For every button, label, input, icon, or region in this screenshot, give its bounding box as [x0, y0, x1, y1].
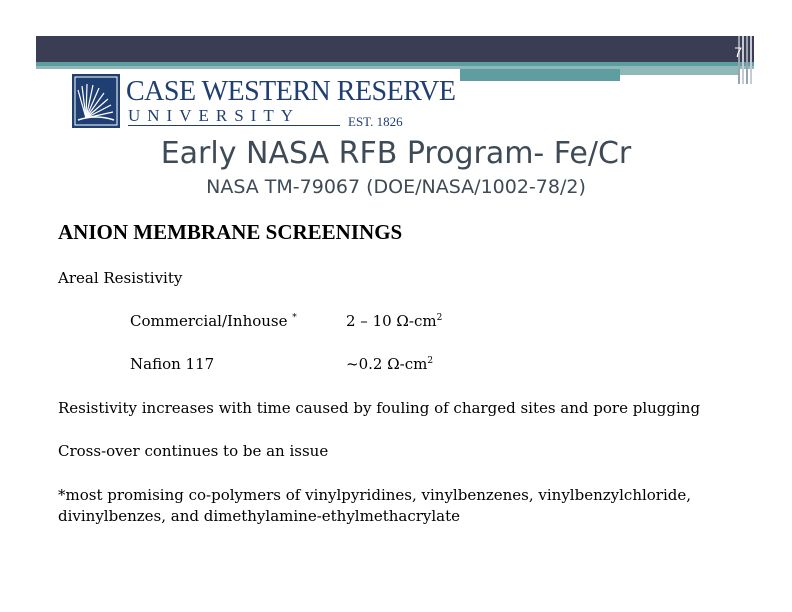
logo-established: EST. 1826 — [348, 114, 403, 129]
fouling-statement: Resistivity increases with time caused by fouling of charged sites and pore plugging — [58, 399, 701, 417]
logo-rule — [128, 125, 340, 126]
logo-wordmark-line2: UNIVERSITY — [128, 106, 300, 125]
asterisk-marker: * — [292, 313, 297, 323]
logo-wordmark-line1: CASE WESTERN RESERVE — [126, 76, 456, 107]
row-commercial-value: 2 – 10 $\Omega-cm^2$ — [346, 312, 443, 330]
crossover-statement: Cross-over continues to be an issue — [58, 442, 329, 460]
areal-resistivity-label: Areal Resistivity — [58, 269, 183, 287]
university-seal-icon — [72, 74, 120, 128]
header-accent-stub-light — [620, 69, 738, 75]
header-accent-stub — [460, 69, 620, 81]
header-band — [36, 36, 754, 62]
university-logo — [72, 74, 456, 132]
footnote-line2: divinylbenzes, and dimethylamine-ethylmethacrylate — [58, 507, 461, 525]
slide-title: Early NASA RFB Program- Fe/Cr — [160, 136, 632, 171]
row-nafion-label: Nafion 117 — [130, 355, 215, 373]
footnote-line1: *most promising co-polymers of vinylpyridines, vinylbenzenes, vinylbenzylchloride, — [58, 486, 692, 504]
row-commercial-label: Commercial/Inhouse * — [130, 312, 297, 330]
slide-number: 7 — [734, 44, 742, 60]
slide-subtitle: NASA TM-79067 (DOE/NASA/1002-78/2) — [206, 176, 586, 198]
section-heading: ANION MEMBRANE SCREENINGS — [58, 220, 403, 244]
row-nafion-value: ~0.2 $\Omega-cm^2$ — [346, 355, 434, 373]
